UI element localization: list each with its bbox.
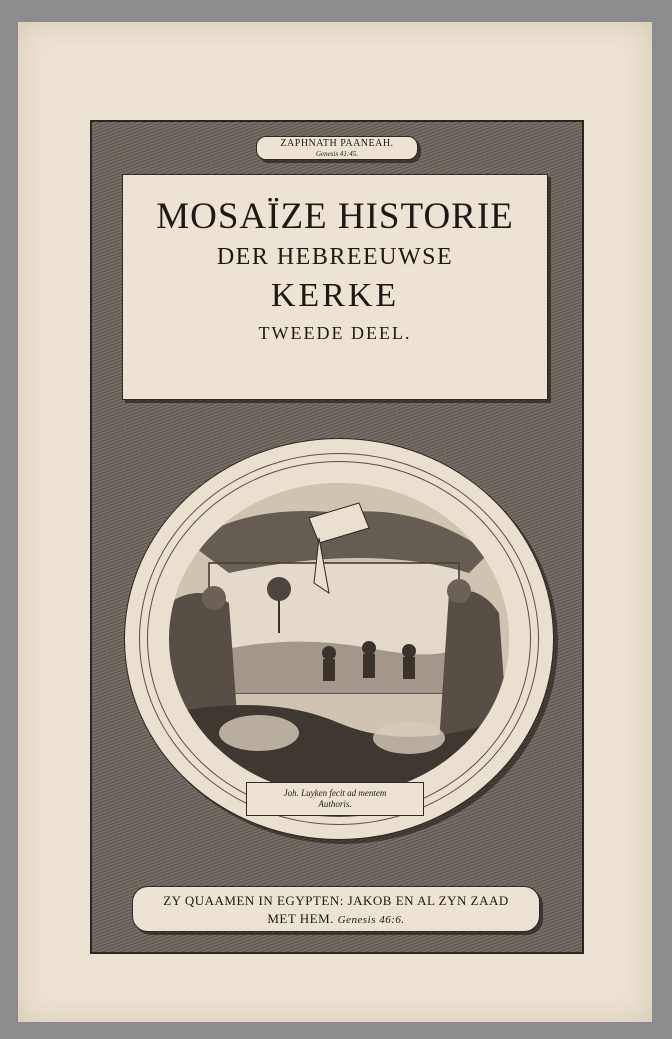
top-cartouche bbox=[256, 136, 418, 160]
bottom-cartouche-text: MET HEM. bbox=[267, 911, 334, 926]
bottom-cartouche-line-2 bbox=[133, 910, 539, 929]
title-line-4: TWEEDE DEEL. bbox=[258, 323, 412, 343]
scene-drawing bbox=[169, 483, 509, 795]
bottom-cartouche-line-1: ZY QUAAMEN IN EGYPTEN: JAKOB EN AL ZYN ZAAD bbox=[163, 893, 509, 908]
paper-sheet bbox=[18, 22, 652, 1022]
title-line-1: MOSAÏZE HISTORIE bbox=[156, 196, 514, 237]
engraved-scene-illustration bbox=[169, 483, 509, 795]
engraver-signature-plaque bbox=[246, 782, 424, 816]
engraver-signature-line-2: Authoris. bbox=[318, 799, 352, 809]
bottom-cartouche-reference: Genesis 46:6. bbox=[337, 914, 405, 926]
engraved-plate bbox=[90, 120, 584, 954]
title-panel bbox=[122, 174, 548, 400]
top-cartouche-reference: Genesis 41:45. bbox=[316, 150, 358, 158]
bottom-cartouche bbox=[132, 886, 540, 932]
engraver-signature-line-1: Joh. Luyken fecit ad mentem bbox=[283, 788, 387, 798]
medallion-frame bbox=[124, 438, 554, 840]
title-line-2: DER HEBREEUWSE bbox=[216, 244, 454, 270]
top-cartouche-title: ZAPHNATH PAANEAH. bbox=[280, 138, 394, 149]
title-line-3: KERKE bbox=[270, 277, 400, 314]
